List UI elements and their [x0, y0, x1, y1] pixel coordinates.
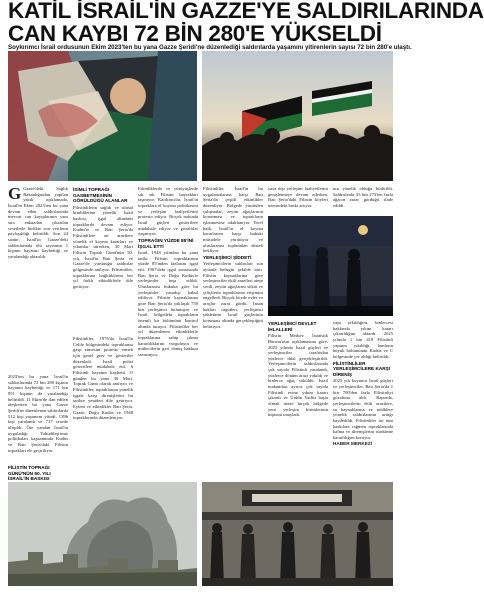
source-credit: HABER MERKEZİ: [333, 440, 373, 446]
paragraph: 2023'ten bu yana İsrail'in saldırılarında 72 bin 280 kişinin hayatını kaybettiği ve 171 bin 951 kişinin de yaralandığı belirtildi. 11 Ekim'de ilan edilen ateşkesten bu yana Gazze Şeridi'ne düzenlenen saldırılarda 512 kişi yaşamını yitirdi, 1396 kişi yaralandı ve 717 cesede ulaşıldı. Öte yandan İsrail'in uyguladığı Yahudileştirme politikaları kapsamında Kudüs ve Batı Şeria'daki Filistin toprakları ele geçiriliyor.: [8, 374, 69, 453]
paragraph: yasa dışı yerleşim faaliyetlerini genişletmeye devam ederken, Batı Şeria'daki Filistin köyleri üzerindeki baskı artıyor.: [268, 186, 328, 208]
column-4: [203, 186, 263, 478]
paragraph: Yerleşimcilerin saldırıları son aylarda belirgin şekilde arttı. Filistin kaynaklarına göre yerleşimciler ekili arazileri ateşe verdi, zeytin ağaçlarını söktü ve çiftçilerin topraklarına erişimini engelledi. Birçok köyde evler ve araçlar zarar gördü. İnsan hakları örgütleri, yerleşimci şiddetinin İsrail güçlerinin koruması altında gerçekleştiğini belirtiyor.: [203, 261, 263, 329]
paragraph: Filistinlilerin sağlık ve ulusal kimliklerine yönelik İsrail baskısı, işgal altındaki topraklarda devam ediyor. Kudüs'te ve Batı Şeria'da Filistinlilere ait arazilere yönelik el koyma kararları ve yıkımlar sürerken, 30 Mart Filistin Toprak Günü'nün 50. yılı, İsrail'in Batı Şeria ve Gazze'de yürüttüğü saldırılar gölgesinde anılıyor. Filistinliler, topraklarına bağlılıklarını her yıl farklı etkinliklerle dile getiriyor.: [73, 204, 133, 289]
paragraph: Filistinliler, İsrail'in bu uygulamalarına karşı Batı Şeria'da çeşitli etkinlikler düzenliyor. Bölgede yürütülen çalışmalar, zeytin ağaçlarının korunması ve toprakların işlenmesine odaklanıyor. Yerel halk, İsrail'in el koyma kararlarına karşı hukuki mücadele yürütüyor ve uluslararası toplumdan destek bekliyor.: [203, 186, 263, 254]
headline: [8, 0, 484, 46]
photo-smoke-over-city: [8, 482, 197, 586]
column-2-lower: [73, 336, 133, 478]
column-5: [268, 186, 328, 214]
section-heading: İSİMLİ TOPRAĞI GASBETMESİNİN GÖRÜLDÜĞÜ ALANLAR: [73, 187, 128, 204]
column-3: [138, 186, 198, 478]
paragraph: Filistin Merkez İstatistik Bürosu'nun açıklamasına göre, 2025 yılında İsrail güçleri ve yerleşimciler tarafından yüzlerce ihlal gerçekleştirildi. Yerleşimcilerin saldırılarında çok sayıda Filistinli yaralandı, yüzlerce dönüm arazi yakıldı ve binlerce ağaç söküldü. İsrail makamları ayrıca çok sayıda Filistinli evine yıkım kararı çıkardı ve Ürdün Vadisi başta olmak üzere birçok bölgede yeni yerleşim birimlerinin inşasını onayladı.: [268, 333, 328, 418]
paragraph: Etkinliklerde ve yürüyüşlerde sık sık Filistin bayrakları taşınıyor. Katılımcılar, İsrail'in topraklara el koyma politikasını ve yerleşim faaliyetlerini protesto ediyor. Birçok noktada İsrail güçleri gösterilere müdahale ediyor ve gözaltılar yaşanıyor.: [138, 186, 198, 237]
headline-line-2: CAN KAYBI 72 BİN 280'E YÜKSELDİ: [8, 20, 382, 46]
column-5-lower: [268, 320, 328, 478]
photo-checkpoint: [202, 482, 393, 586]
column-1: [8, 186, 68, 372]
photo-crowd-with-flags: [202, 51, 393, 181]
photo-soldiers-night: [268, 216, 393, 316]
paragraph: nın yönelik olduğu bildirildi. Saldırılarda 35 bin 273'ten fazla ağacın zarar gördüğü ifade edildi.: [333, 186, 393, 208]
column-1-section: [8, 464, 68, 482]
section-heading: YERLEŞİMCİ DEVLET İHLALLERİ: [268, 321, 317, 332]
column-6-lower: [333, 320, 393, 478]
headline-line-1: KATİL İSRAİL'İN GAZZE'YE SALDIRILARINDA: [8, 0, 484, 23]
column-1-lower: [8, 374, 68, 470]
section-heading: TOPRAĞIN YÜZDE 85'İNİ İŞGAL ETTİ: [138, 237, 194, 249]
photo-person-with-flag: [8, 51, 197, 181]
paragraph: İsrail, 1948 yılından bu yana tarihi Filistin topraklarının yüzde 85'inden fazlasını işgal etti. 1967'deki işgal sonrasında Batı Şeria ve Doğu Kudüs'te yerleşimler inşa edildi. Uluslararası hukuka göre bu yerleşimler yasadışı kabul ediliyor. Filistin kaynaklarına göre Batı Şeria'da yaklaşık 750 bin yerleşimci bulunuyor ve İsrail, bölgedeki toprakların önemli bir bölümünü kontrol altında tutuyor. Filistinliler her yıl düzenlenen etkinliklerle topraklarına sahip çıkma kararlılıklarını vurguluyor ve mültecilerin geri dönüş hakkını savunuyor.: [138, 250, 198, 357]
column-2: [73, 186, 133, 336]
subtitle: Soykırımcı İsrail ordusunun Ekim 2023'ten bu yana Gazze Şeridi'ne düzenlediği saldırılarda yaşamını yitirenlerin sayısı 72 bin 280'e ulaştı.: [8, 44, 412, 51]
section-heading: YERLEŞİMCİ ŞİDDETİ: [203, 254, 252, 260]
paragraph: yapı yıkıldığını, binlercesi hakkında yıkım kararı çıkarıldığını aktardı. 2025 yılında 1 bin 418 Filistinli yapının yıkıldığı, bunların büyük bölümünün Kudüs ve C bölgesinde yer aldığı belirtildi.: [333, 320, 393, 359]
paragraph: Filistinliler, 1976'da İsrail'in Celile bölgesindeki topraklarını gasp etmesini protesto etmek için genel grev ve gösteriler düzenledi. İsrail polisi gösterilere müdahale etti, 6 Filistinli hayatını kaybetti. O günden bu yana 30 Mart, Toprak Günü olarak anılıyor ve Filistinliler, topraklarına yönelik işgale karşı direnişlerini bu tarihte yeniden dile getiriyor. Eylem ve etkinlikler Batı Şeria, Gazze, Doğu Kudüs ve 1948 topraklarında düzenleniyor.: [73, 336, 133, 421]
section-heading: FİLİSTİNLİLER YERLEŞİMCİLERE KARŞI DİRENİŞ: [333, 360, 391, 377]
paragraph: 2025 yılı boyunca İsrail güçleri ve yerleşimciler, Batı Şeria'da 1 bin 700'den fazla Filistinliyi gözaltına aldı. Raporda, yerleşimcilerin ekili arazilere, su kaynaklarına ve mülklere yönelik saldırılarının arttığı kaydedildi. Filistinliler ise tüm baskılara rağmen topraklarında kalma ve direnişlerini sürdürme kararlılığını koruyor.: [333, 378, 393, 440]
paragraph-intro: G Gazze'deki Sağlık Bakanlığından yapılan yazılı açıklamada, İsrail'in Ekim 2023'ten bu yana devam eden saldırılarında mevcut can kayıplarının yanı sıra enkazdan çıkarılan cesetlerle birlikte son verilerin paylaşıldığı belirtildi. Son 24 saatte, İsrail'in Gazze'deki saldırılarında ölü sayısının 1 kişinin hayatını kaybettiği ve yaralandığı aktarıldı.: [8, 184, 68, 259]
section-heading: FİLİSTİN TOPRAĞI GÜNÜ'NÜN 50. YILI İSRAİL'İN BASKISI: [8, 465, 51, 482]
column-6: [333, 186, 393, 214]
dropcap: G: [8, 184, 22, 203]
